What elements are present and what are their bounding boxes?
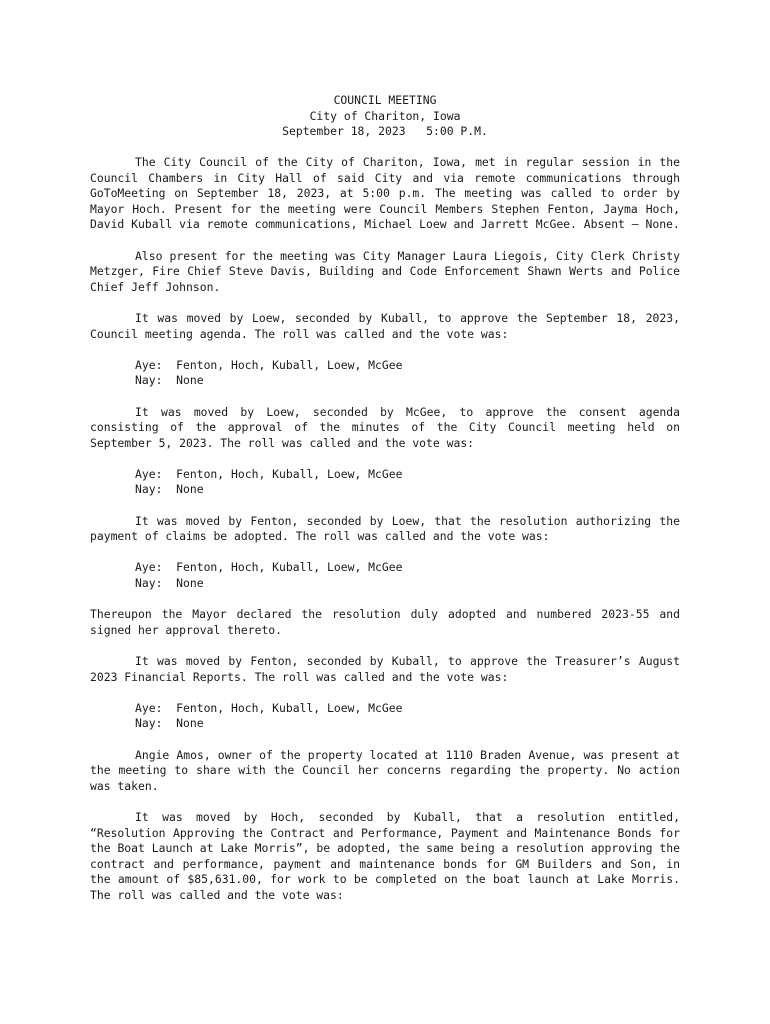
vote-nay: Nay: None bbox=[135, 716, 204, 731]
paragraph-agenda-motion: It was moved by Loew, seconded by Kuball, to approve the September 18, 2023, Council meeting agenda. The roll was called and the vote was: bbox=[90, 310, 680, 341]
paragraph-boat-launch-motion: It was moved by Hoch, seconded by Kuball, that a resolution entitled, “Resolution Approving the Contract and Performance, Payment and Maintenance Bonds for the Boat Launch at Lake Morris”, be adopted, the same being a resolution approving the contract and performance, payment and maintenance bonds for GM Builders and Son, in the amount of $85,631.00, for work to be completed on the boat launch at Lake Morris. The roll was called and the vote was: bbox=[90, 809, 680, 902]
meeting-date-time: September 18, 2023 5:00 P.M. bbox=[282, 124, 488, 139]
vote-aye: Aye: Fenton, Hoch, Kuball, Loew, McGee bbox=[135, 560, 403, 575]
paragraph-financial-reports-motion: It was moved by Fenton, seconded by Kuball, to approve the Treasurer’s August 2023 Financial Reports. The roll was called and the vote was: bbox=[90, 654, 680, 684]
vote-aye: Aye: Fenton, Hoch, Kuball, Loew, McGee bbox=[135, 466, 403, 481]
paragraph-call-to-order: The City Council of the City of Chariton, Iowa, met in regular session in the Council Chambers in City Hall of said City and via remote communications through GoToMeeting on September 18, 2023, at 5:00 p.m. The meeting was called to order by Mayor Hoch. Present for the meeting were Council Members Stephen Fenton, Jayma Hoch, David Kuball via remote communications, Michael Loew and Jarrett McGee. Absent – None. bbox=[90, 155, 680, 232]
paragraph-resolution-adopted: Thereupon the Mayor declared the resolution duly adopted and numbered 2023-55 and signed her approval thereto. bbox=[90, 607, 680, 637]
document-title: COUNCIL MEETING bbox=[333, 93, 437, 107]
vote-aye: Aye: Fenton, Hoch, Kuball, Loew, McGee bbox=[135, 700, 403, 715]
paragraph-also-present: Also present for the meeting was City Manager Laura Liegois, City Clerk Christy Metzger, Fire Chief Steve Davis, Building and Code Enforcement Shawn Werts and Police Chief Jeff Johnson. bbox=[90, 248, 680, 294]
vote-nay: Nay: None bbox=[135, 482, 204, 497]
paragraph-consent-agenda-motion: It was moved by Loew, seconded by McGee, to approve the consent agenda consisting of the approval of the minutes of the City Council meeting held on September 5, 2023. The roll was called and the vote was: bbox=[90, 404, 680, 450]
document-header bbox=[90, 93, 680, 140]
vote-record bbox=[90, 560, 680, 591]
vote-nay: Nay: None bbox=[135, 373, 204, 388]
vote-record bbox=[90, 701, 680, 732]
paragraph-public-comment: Angie Amos, owner of the property located at 1110 Braden Avenue, was present at the meeting to share with the Council her concerns regarding the property. No action was taken. bbox=[90, 747, 680, 793]
paragraph-claims-motion: It was moved by Fenton, seconded by Loew, that the resolution authorizing the payment of claims be adopted. The roll was called and the vote was: bbox=[90, 513, 680, 544]
vote-record bbox=[90, 358, 680, 389]
document-body bbox=[90, 155, 680, 919]
city-name: City of Chariton, Iowa bbox=[309, 108, 461, 123]
vote-record bbox=[90, 467, 680, 498]
vote-aye: Aye: Fenton, Hoch, Kuball, Loew, McGee bbox=[135, 357, 403, 372]
vote-nay: Nay: None bbox=[135, 576, 204, 591]
